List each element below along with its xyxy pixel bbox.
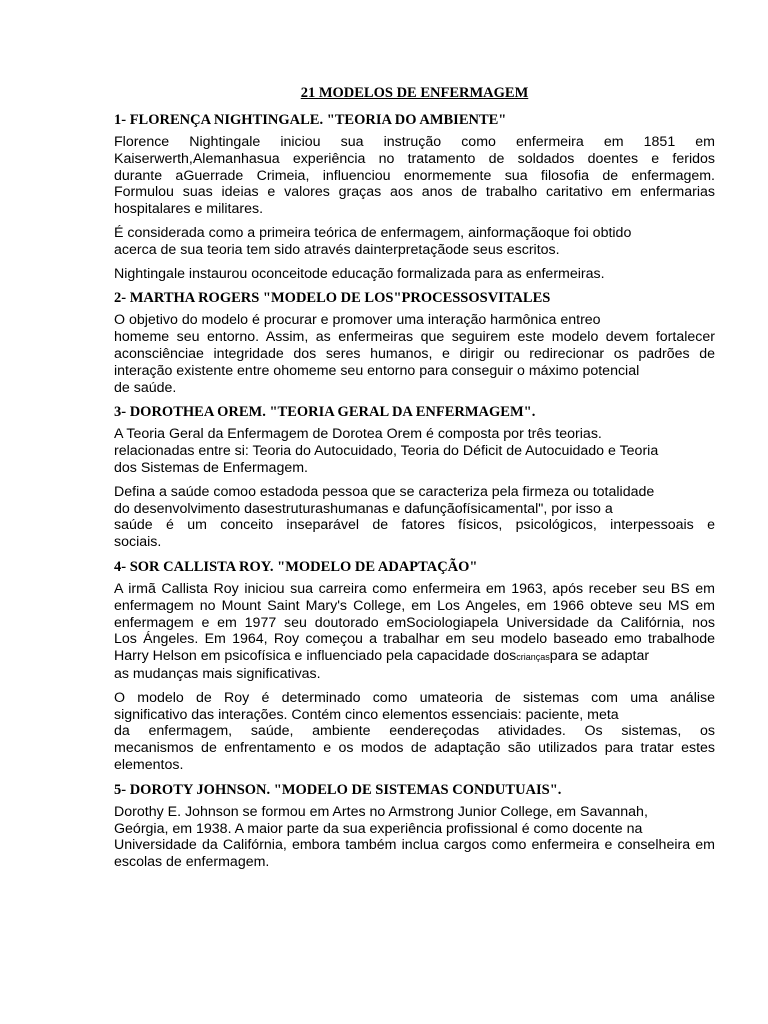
text-line: interação existente entre ohomeme seu entorno para conseguir o máximo potencial <box>114 362 640 379</box>
text-line: Universidade da Califórnia, embora também inclua cargos como enfermeira e conselheira em <box>114 837 715 854</box>
text-line: relacionadas entre si: Teoria do Autocuidado, Teoria do Déficit de Autocuidado e Teoria <box>114 443 659 460</box>
section-heading: 1- FLORENÇA NIGHTINGALE. "TEORIA DO AMBIENTE" <box>114 112 507 128</box>
text-line: O objetivo do modelo é procurar e promover uma interação harmônica entreo <box>114 312 601 329</box>
section-rogers <box>114 289 715 396</box>
text-line: enfermagem no Mount Saint Mary's College, em Los Angeles, em 1966 obteve seu MS em <box>114 597 715 614</box>
paragraph <box>114 690 715 774</box>
section-heading: 3- DOROTHEA OREM. "TEORIA GERAL DA ENFERMAGEM". <box>114 404 536 421</box>
section-heading: 4- SOR CALLISTA ROY. "MODELO DE ADAPTAÇÃO" <box>114 558 478 575</box>
text-line: A irmã Callista Roy iniciou sua carreira como enfermeira em 1963, após receber seu BS em <box>114 580 715 597</box>
text-line: durante aGuerrade Crimeia, influenciou enormemente sua filosofia de enfermagem. <box>114 167 715 184</box>
text-line: Los Ángeles. Em 1964, Roy começou a trabalhar em seu modelo baseado emo trabalhode <box>114 631 715 648</box>
text-line: mecanismos de enfrentamento e os modos de adaptação são utilizados para tratar estes <box>114 740 715 757</box>
text-run: para se adaptar <box>549 648 650 665</box>
text-line: Florence Nightingale iniciou sua instrução como enfermeira em 1851 em <box>114 134 715 150</box>
paragraph <box>114 581 715 683</box>
text-line: elementos. <box>114 756 184 773</box>
text-line: saúde é um conceito inseparável de fatores físicos, psicológicos, interpessoais e <box>114 517 715 534</box>
section-orem <box>114 403 715 551</box>
text-line: enfermagem e em 1977 seu doutorado emSociologiapela Universidade da Califórnia, nos <box>114 614 715 631</box>
text-line: O modelo de Roy é determinado como umateoria de sistemas com uma análise <box>114 689 715 706</box>
text-line: escolas de enfermagem. <box>114 854 270 871</box>
section-heading: 5- DOROTY JOHNSON. "MODELO DE SISTEMAS CONDUTUAIS". <box>114 781 562 798</box>
small-text-run: crianças <box>516 652 550 663</box>
text-line: Dorothy E. Johnson se formou em Artes no Armstrong Junior College, em Savannah, <box>114 803 648 820</box>
section-johnson <box>114 781 715 871</box>
paragraph <box>114 426 715 476</box>
text-line: Defina a saúde comoo estadoda pessoa que se caracteriza pela firmeza ou totalidade <box>114 483 655 500</box>
section-roy <box>114 558 715 774</box>
document-title: 21 MODELOS DE ENFERMAGEM <box>300 85 529 101</box>
text-line: Kaiserwerth,Alemanhasua experiência no tratamento de soldados doentes e feridos <box>114 150 715 167</box>
text-line: É considerada como a primeira teórica de enfermagem, ainformaçãoque foi obtido <box>114 224 632 241</box>
text-line: do desenvolvimento dasestruturashumanas e dafunçãofísicamental", por isso a <box>114 500 613 517</box>
paragraph <box>114 312 715 396</box>
text-line: Geórgia, em 1938. A maior parte da sua experiência profissional é como docente na <box>114 820 643 837</box>
text-run: Harry Helson em psicofísica e influenciado pela capacidade dos <box>114 648 517 665</box>
paragraph <box>114 266 715 283</box>
text-line: hospitalares e militares. <box>114 201 264 218</box>
text-line: sociais. <box>114 534 162 551</box>
text-line: as mudanças mais significativas. <box>114 665 321 682</box>
text-line: Formulou suas ideias e valores graças aos anos de trabalho caritativo em enfermarias <box>114 184 715 201</box>
text-line: dos Sistemas de Enfermagem. <box>114 459 308 476</box>
text-line: A Teoria Geral da Enfermagem de Dorotea Orem é composta por três teorias. <box>114 426 602 443</box>
text-line: de saúde. <box>114 379 177 396</box>
text-line: homeme seu entorno. Assim, as enfermeiras que seguirem este modelo devem fortalecer <box>114 329 715 346</box>
text-line: acerca de sua teoria tem sido através dainterpretaçãode seus escritos. <box>114 241 560 258</box>
text-line-mixed <box>114 648 715 666</box>
paragraph <box>114 225 715 259</box>
text-line: da enfermagem, saúde, ambiente eendereçodas atividades. Os sistemas, os <box>114 723 715 740</box>
section-nightingale <box>114 111 715 282</box>
document-page <box>114 84 715 878</box>
paragraph <box>114 804 715 871</box>
text-line: significativo das interações. Contém cinco elementos essenciais: paciente, meta <box>114 706 619 723</box>
paragraph <box>114 134 715 218</box>
text-line: aconsciênciae integridade dos seres humanos, e dirigir ou redirecionar os padrões de <box>114 345 715 362</box>
paragraph <box>114 484 715 551</box>
text-line: Nightingale instaurou oconceitode educação formalizada para as enfermeiras. <box>114 265 605 282</box>
section-heading: 2- MARTHA ROGERS "MODELO DE LOS"PROCESSOSVITALES <box>114 290 551 307</box>
